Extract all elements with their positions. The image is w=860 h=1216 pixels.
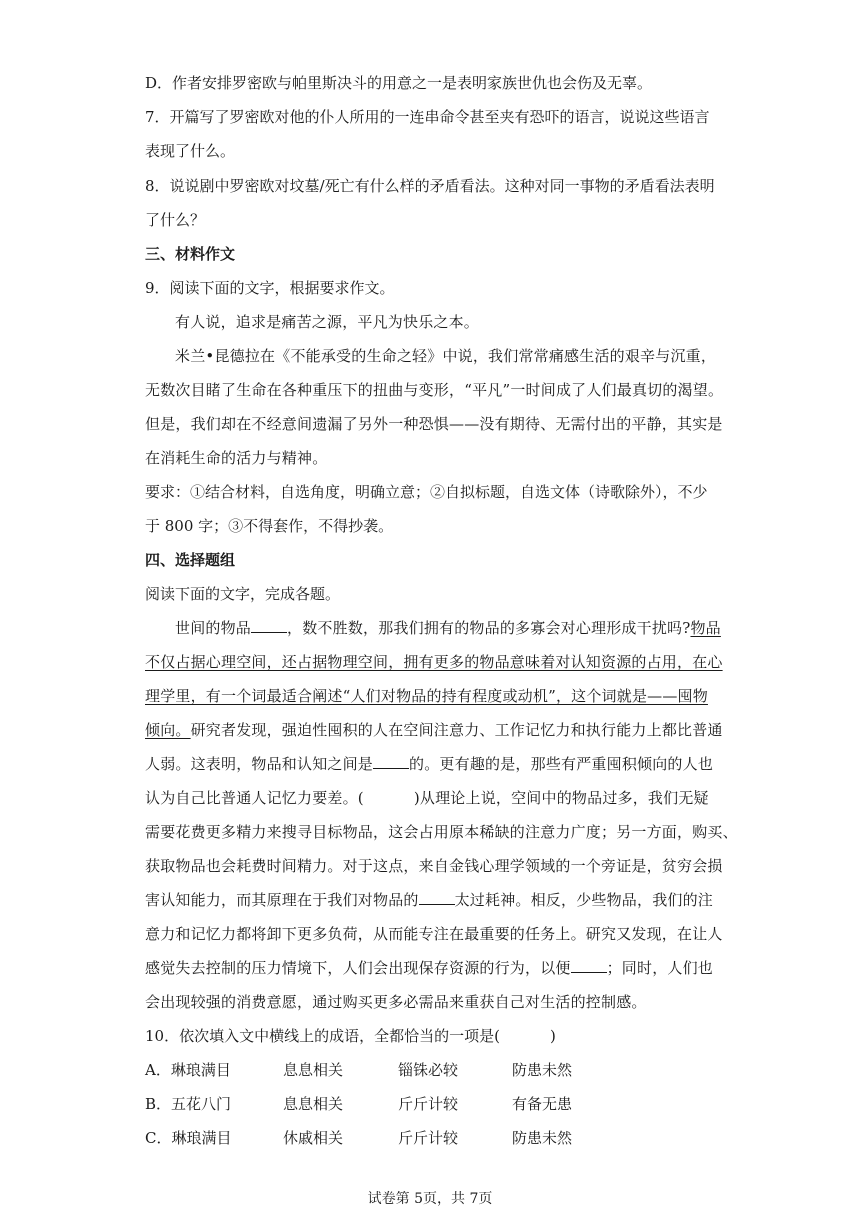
material-line-1: 有人说，追求是痛苦之源，平凡为快乐之本。 — [175, 313, 480, 331]
option-a-word-2: 息息相关 — [283, 1061, 344, 1079]
passage-line-1 — [175, 618, 721, 638]
option-b-word-3: 斤斤计较 — [398, 1095, 459, 1113]
answer-blank-1 — [251, 618, 287, 633]
reading-instruction: 阅读下面的文字，完成各题。 — [145, 585, 341, 603]
passage-line-9 — [145, 890, 713, 910]
question-7-line-2: 表现了什么。 — [145, 142, 236, 160]
material-line-3: 无数次目睹了生命在各种重压下的扭曲与变形，“平凡”一时间成了人们最真切的渴望。 — [145, 381, 724, 399]
passage-line-7: 需要花费更多精力来搜寻目标物品，这会占用原本稀缺的注意力广度；另一方面，购买、 — [145, 823, 738, 841]
option-b-label[interactable]: B．五花八门 — [145, 1095, 232, 1113]
underlined-sentence: 物品 — [690, 619, 721, 637]
option-c-label[interactable]: C．琳琅满目 — [145, 1129, 232, 1147]
option-a-label[interactable]: A．琳琅满目 — [145, 1061, 231, 1079]
section-3-heading: 三、材料作文 — [145, 245, 236, 263]
passage-line-3: 理学里，有一个词最适合阐述“人们对物品的持有程度或动机”，这个词就是——囤物 — [145, 687, 708, 705]
passage-line-10: 意力和记忆力都将卸下更多负荷，从而能专注在最重要的任务上。研究又发现，在让人 — [145, 925, 723, 943]
option-a-word-4: 防患未然 — [512, 1061, 573, 1079]
passage-text: 人弱。这表明，物品和认知之间是 — [145, 755, 374, 773]
passage-text: 认为自己比普通人记忆力要差。( — [145, 789, 364, 807]
answer-blank-4 — [571, 958, 607, 973]
passage-line-4 — [145, 720, 723, 740]
question-7-line-1: 7．开篇写了罗密欧对他的仆人所用的一连串命令甚至夹有恐吓的语言，说说这些语言 — [145, 108, 710, 126]
passage-text: 的。更有趣的是，那些有严重囤积倾向的人也 — [409, 755, 714, 773]
answer-blank-3 — [419, 890, 455, 905]
material-line-4: 但是，我们却在不经意间遗漏了另外一种恐惧——没有期待、无需付出的平静，其实是 — [145, 415, 723, 433]
question-8-line-1: 8．说说剧中罗密欧对坟墓/死亡有什么样的矛盾看法。这种对同一事物的矛盾看法表明 — [145, 177, 715, 195]
answer-blank-2 — [373, 754, 409, 769]
passage-line-5 — [145, 754, 713, 774]
passage-text: ；同时，人们也 — [606, 959, 714, 977]
passage-text: ，数不胜数，那我们拥有的物品的多寡会对心理形成干扰吗? — [287, 619, 691, 637]
passage-text: )从理论上说，空间中的物品过多，我们无疑 — [413, 789, 709, 807]
question-8-line-2: 了什么？ — [145, 211, 206, 229]
question-10-text: 10．依次填入文中横线上的成语，全都恰当的一项是( — [145, 1027, 500, 1045]
question-10-prompt — [145, 1026, 556, 1046]
passage-line-8: 获取物品也会耗费时间精力。对于这点，来自金钱心理学领域的一个旁证是，贫穷会损 — [145, 857, 723, 875]
option-c-word-4: 防患未然 — [512, 1129, 573, 1147]
page-footer: 试卷第 5页，共 7页 — [367, 1191, 493, 1207]
passage-line-12: 会出现较强的消费意愿，通过购买更多必需品来重获自己对生活的控制感。 — [145, 993, 647, 1011]
passage-line-11 — [145, 958, 713, 978]
passage-text: 世间的物品 — [175, 619, 252, 637]
requirements-line-2: 于 800 字；③不得套作，不得抄袭。 — [145, 517, 394, 535]
option-c-word-2: 休戚相关 — [283, 1129, 344, 1147]
passage-text: 研究者发现，强迫性囤积的人在空间注意力、工作记忆力和执行能力上都比普通 — [190, 721, 723, 739]
option-b-word-2: 息息相关 — [283, 1095, 344, 1113]
passage-text: 太过耗神。相反，少些物品，我们的注 — [454, 891, 714, 909]
passage-text: 害认知能力，而其原理在于我们对物品的 — [145, 891, 419, 909]
passage-text: 感觉失去控制的压力情境下，人们会出现保存资源的行为，以便 — [145, 959, 571, 977]
question-10-close: ) — [549, 1027, 556, 1045]
requirements-line-1: 要求：①结合材料，自选角度，明确立意；②自拟标题，自选文体（诗歌除外），不少 — [145, 483, 708, 501]
option-b-word-4: 有备无患 — [512, 1095, 573, 1113]
option-d-text: D．作者安排罗密欧与帕里斯决斗的用意之一是表明家族世仇也会伤及无辜。 — [145, 74, 653, 92]
passage-line-6 — [145, 788, 709, 808]
section-4-heading: 四、选择题组 — [145, 551, 236, 569]
material-line-2: 米兰•昆德拉在《不能承受的生命之轻》中说，我们常常痛感生活的艰辛与沉重， — [175, 347, 717, 365]
option-a-word-3: 锱铢必较 — [398, 1061, 459, 1079]
material-line-5: 在消耗生命的活力与精神。 — [145, 449, 328, 467]
passage-line-2: 不仅占据心理空间，还占据物理空间，拥有更多的物品意味着对认知资源的占用，在心 — [145, 653, 723, 671]
question-9-prompt: 9．阅读下面的文字，根据要求作文。 — [145, 279, 395, 297]
option-c-word-3: 斤斤计较 — [398, 1129, 459, 1147]
underlined-sentence-end: 倾向。 — [145, 721, 191, 739]
